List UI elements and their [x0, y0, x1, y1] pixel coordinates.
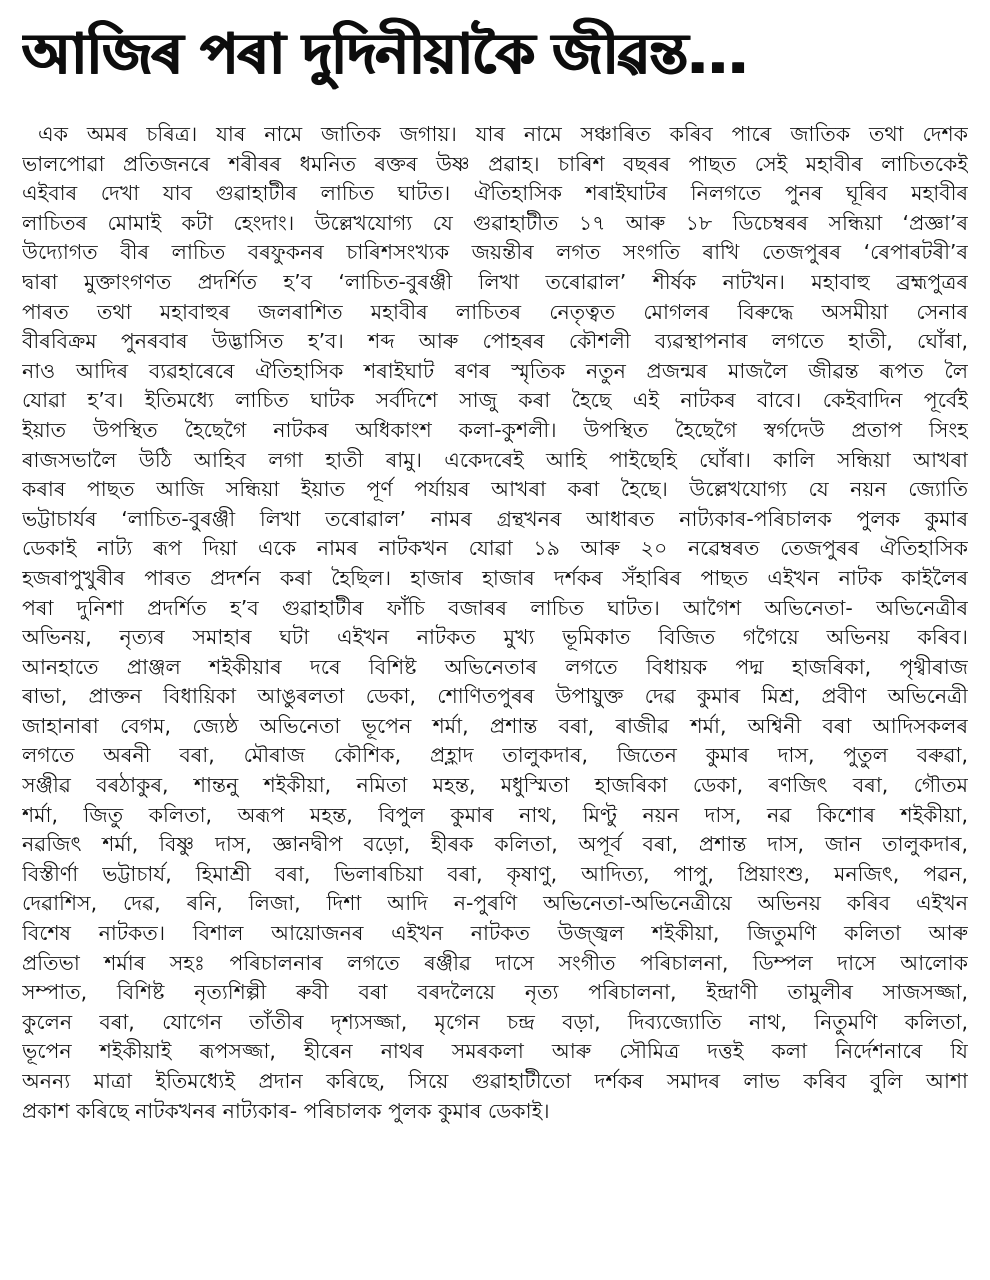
article-line: ৰাভা, প্ৰাক্তন বিধায়িকা আঙুৰলতা ডেকা, শোণিতপুৰৰ উপায়ুক্ত দেৱ কুমাৰ মিশ্ৰ, প্ৰবীণ অভিনেত্ৰী: [22, 684, 968, 709]
article-line: পৰা দুনিশা প্ৰদৰ্শিত হ’ব গুৱাহাটীৰ ফাঁচি বজাৰৰ লাচিত ঘাটত। আগৈশ অভিনেতা- অভিনেত্ৰীৰ: [22, 595, 968, 620]
article-line: বিস্তীৰ্ণা ভট্টাচাৰ্য, হিমাশ্ৰী বৰা, ভিলাৰচিয়া বৰা, কৃষাণু, আদিত্য, পাপু, প্ৰিয়াংশু, মনজিৎ, পৱন,: [22, 861, 968, 886]
article-line: এইবাৰ দেখা যাব গুৱাহাটীৰ লাচিত ঘাটত। ঐতিহাসিক শৰাইঘাটৰ নিলগতে পুনৰ ঘূৰিব মহাবীৰ: [22, 181, 968, 206]
article-line: নাও আদিৰ ব্যৱহাৰেৰে ঐতিহাসিক শৰাইঘাট ৰণৰ স্মৃতিক নতুন প্ৰজন্মৰ মাজলৈ জীৱন্ত ৰূপত লৈ: [22, 358, 968, 383]
article-line: এক অমৰ চৰিত্ৰ। যাৰ নামে জাতিক জগায়। যাৰ নামে সঞ্চাৰিত কৰিব পাৰে জাতিক তথা দেশক: [38, 122, 968, 146]
article-line: অভিনয়, নৃত্যৰ সমাহাৰ ঘটা এইখন নাটকত মুখ্য ভূমিকাত বিজিত গগৈয়ে অভিনয় কৰিব।: [22, 625, 968, 650]
article-line: যোৱা হ’ব। ইতিমধ্যে লাচিত ঘাটক সৰ্বদিশে সাজু কৰা হৈছে এই নাটকৰ বাবে। কেইবাদিন পূৰ্বেই: [22, 388, 968, 413]
article-line: শৰ্মা, জিতু কলিতা, অৰূপ মহন্ত, বিপুল কুমাৰ নাথ, মিণ্টু নয়ন দাস, নৱ কিশোৰ শইকীয়া,: [22, 802, 968, 827]
article-line: দেৱাশিস, দেৱ, ৰনি, লিজা, দিশা আদি ন-পুৰণি অভিনেতা-অভিনেত্ৰীয়ে অভিনয় কৰিব এইখন: [22, 891, 968, 916]
article-line: উদ্যোগত বীৰ লাচিত বৰফুকনৰ চাৰিশসংখ্যক জয়ন্তীৰ লগত সংগতি ৰাখি তেজপুৰৰ ‘ৰেপাৰটৰী’ৰ: [22, 240, 968, 265]
article-line: সঞ্জীৱ বৰঠাকুৰ, শান্তনু শইকীয়া, নমিতা মহন্ত, মধুস্মিতা হাজৰিকা ডেকা, ৰণজিৎ বৰা, গৌতম: [22, 773, 968, 798]
article-line: হজৰাপুখুৰীৰ পাৰত প্ৰদৰ্শন কৰা হৈছিল। হাজাৰ হাজাৰ দৰ্শকৰ সঁহাৰিৰ পাছত এইখন নাটক কাইলৈৰ: [22, 565, 968, 590]
article-line: সম্পাত, বিশিষ্ট নৃত্যশিল্পী ৰুবী বৰা বৰদলৈয়ে নৃত্য পৰিচালনা, ইন্দ্ৰাণী তামুলীৰ সাজসজ্জা,: [22, 980, 968, 1005]
article-line: পাৰত তথা মহাবাহুৰ জলৰাশিত মহাবীৰ লাচিতৰ নেতৃত্বত মোগলৰ বিৰুদ্ধে অসমীয়া সেনাৰ: [22, 299, 968, 324]
article-line: জাহানাৰা বেগম, জ্যেষ্ঠ অভিনেতা ভূপেন শৰ্মা, প্ৰশান্ত বৰা, ৰাজীৱ শৰ্মা, অশ্বিনী বৰা আদিসকলৰ: [22, 713, 968, 738]
article-line: লাচিতৰ মোমাই কটা হেংদাং। উল্লেখযোগ্য যে গুৱাহাটীত ১৭ আৰু ১৮ ডিচেম্বৰৰ সন্ধিয়া ‘প্ৰজ্ঞা’ৰ: [22, 210, 968, 235]
article-line: কৰাৰ পাছত আজি সন্ধিয়া ইয়াত পূৰ্ণ পৰ্যায়ৰ আখৰা কৰা হৈছে। উল্লেখযোগ্য যে নয়ন জ্যোতি: [22, 477, 968, 502]
article-line: কুলেন বৰা, যোগেন তাঁতীৰ দৃশ্যসজ্জা, মৃগেন চন্দ্ৰ বড়া, দিব্যজ্যোতি নাথ, নিতুমণি কলিতা,: [22, 1009, 968, 1034]
article-line: প্ৰতিভা শৰ্মাৰ সহঃ পৰিচালনাৰ লগতে ৰঞ্জীৱ দাসে সংগীত পৰিচালনা, ডিম্পল দাসে আলোক: [22, 950, 968, 975]
article-line: বিশেষ নাটকত। বিশাল আয়োজনৰ এইখন নাটকত উজ্জ্বল শইকীয়া, জিতুমণি কলিতা আৰু: [22, 921, 968, 946]
article-line: ইয়াত উপস্থিত হৈছেগৈ নাটকৰ অধিকাংশ কলা-কুশলী। উপস্থিত হৈছেগৈ স্বৰ্গদেউ প্ৰতাপ সিংহ: [22, 417, 968, 442]
article-line: নৱজিৎ শৰ্মা, বিষ্ণু দাস, জ্ঞানদ্বীপ বড়ো, হীৰক কলিতা, অপূৰ্ব বৰা, প্ৰশান্ত দাস, জান তালুকদাৰ,: [22, 832, 968, 857]
article-line: আনহাতে প্ৰাঞ্জল শইকীয়াৰ দৰে বিশিষ্ট অভিনেতাৰ লগতে বিধায়ক পদ্ম হাজৰিকা, পৃথ্বীৰাজ: [22, 654, 968, 679]
article-line: বীৰবিক্ৰম পুনৰবাৰ উদ্ভাসিত হ’ব। শব্দ আৰু পোহৰৰ কৌশলী ব্যৱস্থাপনাৰ লগতে হাতী, ঘোঁৰা,: [22, 329, 968, 354]
article-line: ভালপোৱা প্ৰতিজনৰে শৰীৰৰ ধমনিত ৰক্তৰ উষ্ণ প্ৰৱাহ। চাৰিশ বছৰৰ পাছত সেই মহাবীৰ লাচিতকেই: [22, 151, 968, 176]
article-body: [22, 120, 968, 1126]
article-line: ৰাজসভালৈ উঠি আহিব লগা হাতী ৰামু। একেদৰেই আহি পাইছেহি ঘোঁৰা। কালি সন্ধিয়া আখৰা: [22, 447, 968, 472]
article-line: অনন্য মাত্ৰা ইতিমধ্যেই প্ৰদান কৰিছে, সিয়ে গুৱাহাটীতো দৰ্শকৰ সমাদৰ লাভ কৰিব বুলি আশা: [22, 1069, 968, 1093]
article-line: লগতে অৰনী বৰা, মৌৰাজ কৌশিক, প্ৰহ্লাদ তালুকদাৰ, জিতেন কুমাৰ দাস, পুতুল বৰুৱা,: [22, 743, 968, 768]
article-line: ডেকাই নাট্য ৰূপ দিয়া একে নামৰ নাটকখন যোৱা ১৯ আৰু ২০ নৱেম্বৰত তেজপুৰৰ ঐতিহাসিক: [22, 536, 968, 561]
article-headline: আজিৰ পৰা দুদিনীয়াকৈ জীৱন্ত...: [22, 22, 748, 87]
article-line: দ্বাৰা মুক্তাংগণত প্ৰদৰ্শিত হ’ব ‘লাচিত-বুৰঞ্জী লিখা তৰোৱাল’ শীৰ্ষক নাটখন। মহাবাহু ব্ৰহ্মপুত্ৰৰ: [22, 269, 968, 294]
article-line: ভট্টাচাৰ্যৰ ‘লাচিত-বুৰঞ্জী লিখা তৰোৱাল’ নামৰ গ্ৰন্থখনৰ আধাৰত নাট্যকাৰ-পৰিচালক পুলক কুমাৰ: [22, 506, 968, 531]
article-line: ভূপেন শইকীয়াই ৰূপসজ্জা, হীৰেন নাথৰ সমৰকলা আৰু সৌমিত্ৰ দত্তই কলা নিৰ্দেশনাৰে যি: [22, 1039, 968, 1064]
article-line: প্ৰকাশ কৰিছে নাটকখনৰ নাট্যকাৰ- পৰিচালক পুলক কুমাৰ ডেকাই।: [22, 1098, 550, 1123]
